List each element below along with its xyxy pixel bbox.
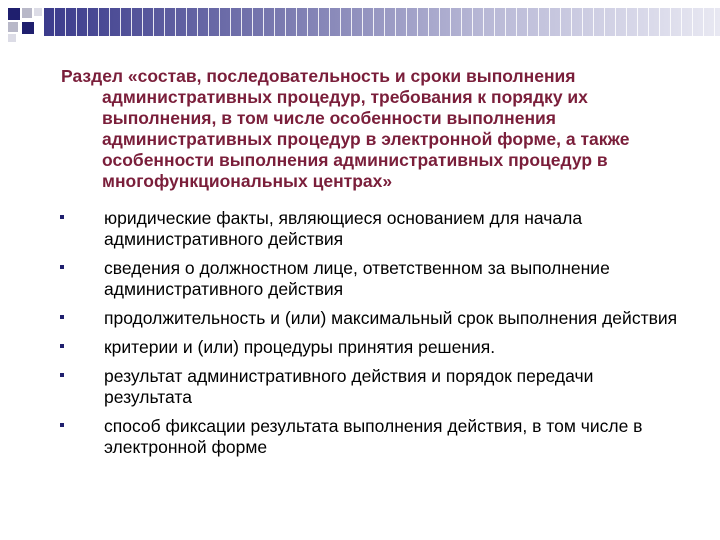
decor-square-light-1 [34, 8, 42, 16]
list-item [60, 366, 680, 408]
list-item-text: критерии и (или) процедуры принятия решения. [104, 337, 496, 357]
decor-square-navy-2 [22, 22, 34, 34]
list-item-text: сведения о должностном лице, ответственном за выполнение административного действия [104, 258, 610, 299]
list-item [60, 337, 680, 358]
bullet-square-icon [60, 215, 64, 219]
bullet-square-icon [60, 373, 64, 377]
bullet-square-icon [60, 315, 64, 319]
bullet-list [60, 208, 680, 466]
decor-square-navy-1 [8, 8, 20, 20]
decor-square-gray-2 [8, 22, 18, 32]
list-item [60, 416, 680, 458]
list-item-text: продолжительность и (или) максимальный срок выполнения действия [104, 308, 678, 328]
slide-title: Раздел «состав, последовательность и сроки выполнения административных процедур, требования к порядку их выполнения, в том числе особенности выполнения административных процедур в электронной форме, а также особенности выполнения административных процедур в многофункциональных центрах» [61, 66, 630, 191]
decor-square-gray-1 [22, 8, 32, 18]
decor-square-light-2 [8, 34, 16, 42]
list-item-text: результат административного действия и порядок передачи результата [104, 366, 594, 407]
list-item-text: юридические факты, являющиеся основанием для начала административного действия [104, 208, 583, 249]
list-item [60, 308, 680, 329]
bullet-square-icon [60, 265, 64, 269]
bullet-square-icon [60, 344, 64, 348]
list-item-text: способ фиксации результата выполнения действия, в том числе в электронной форме [104, 416, 643, 457]
list-item [60, 208, 680, 250]
header-band [44, 8, 720, 36]
bullet-square-icon [60, 423, 64, 427]
list-item [60, 258, 680, 300]
